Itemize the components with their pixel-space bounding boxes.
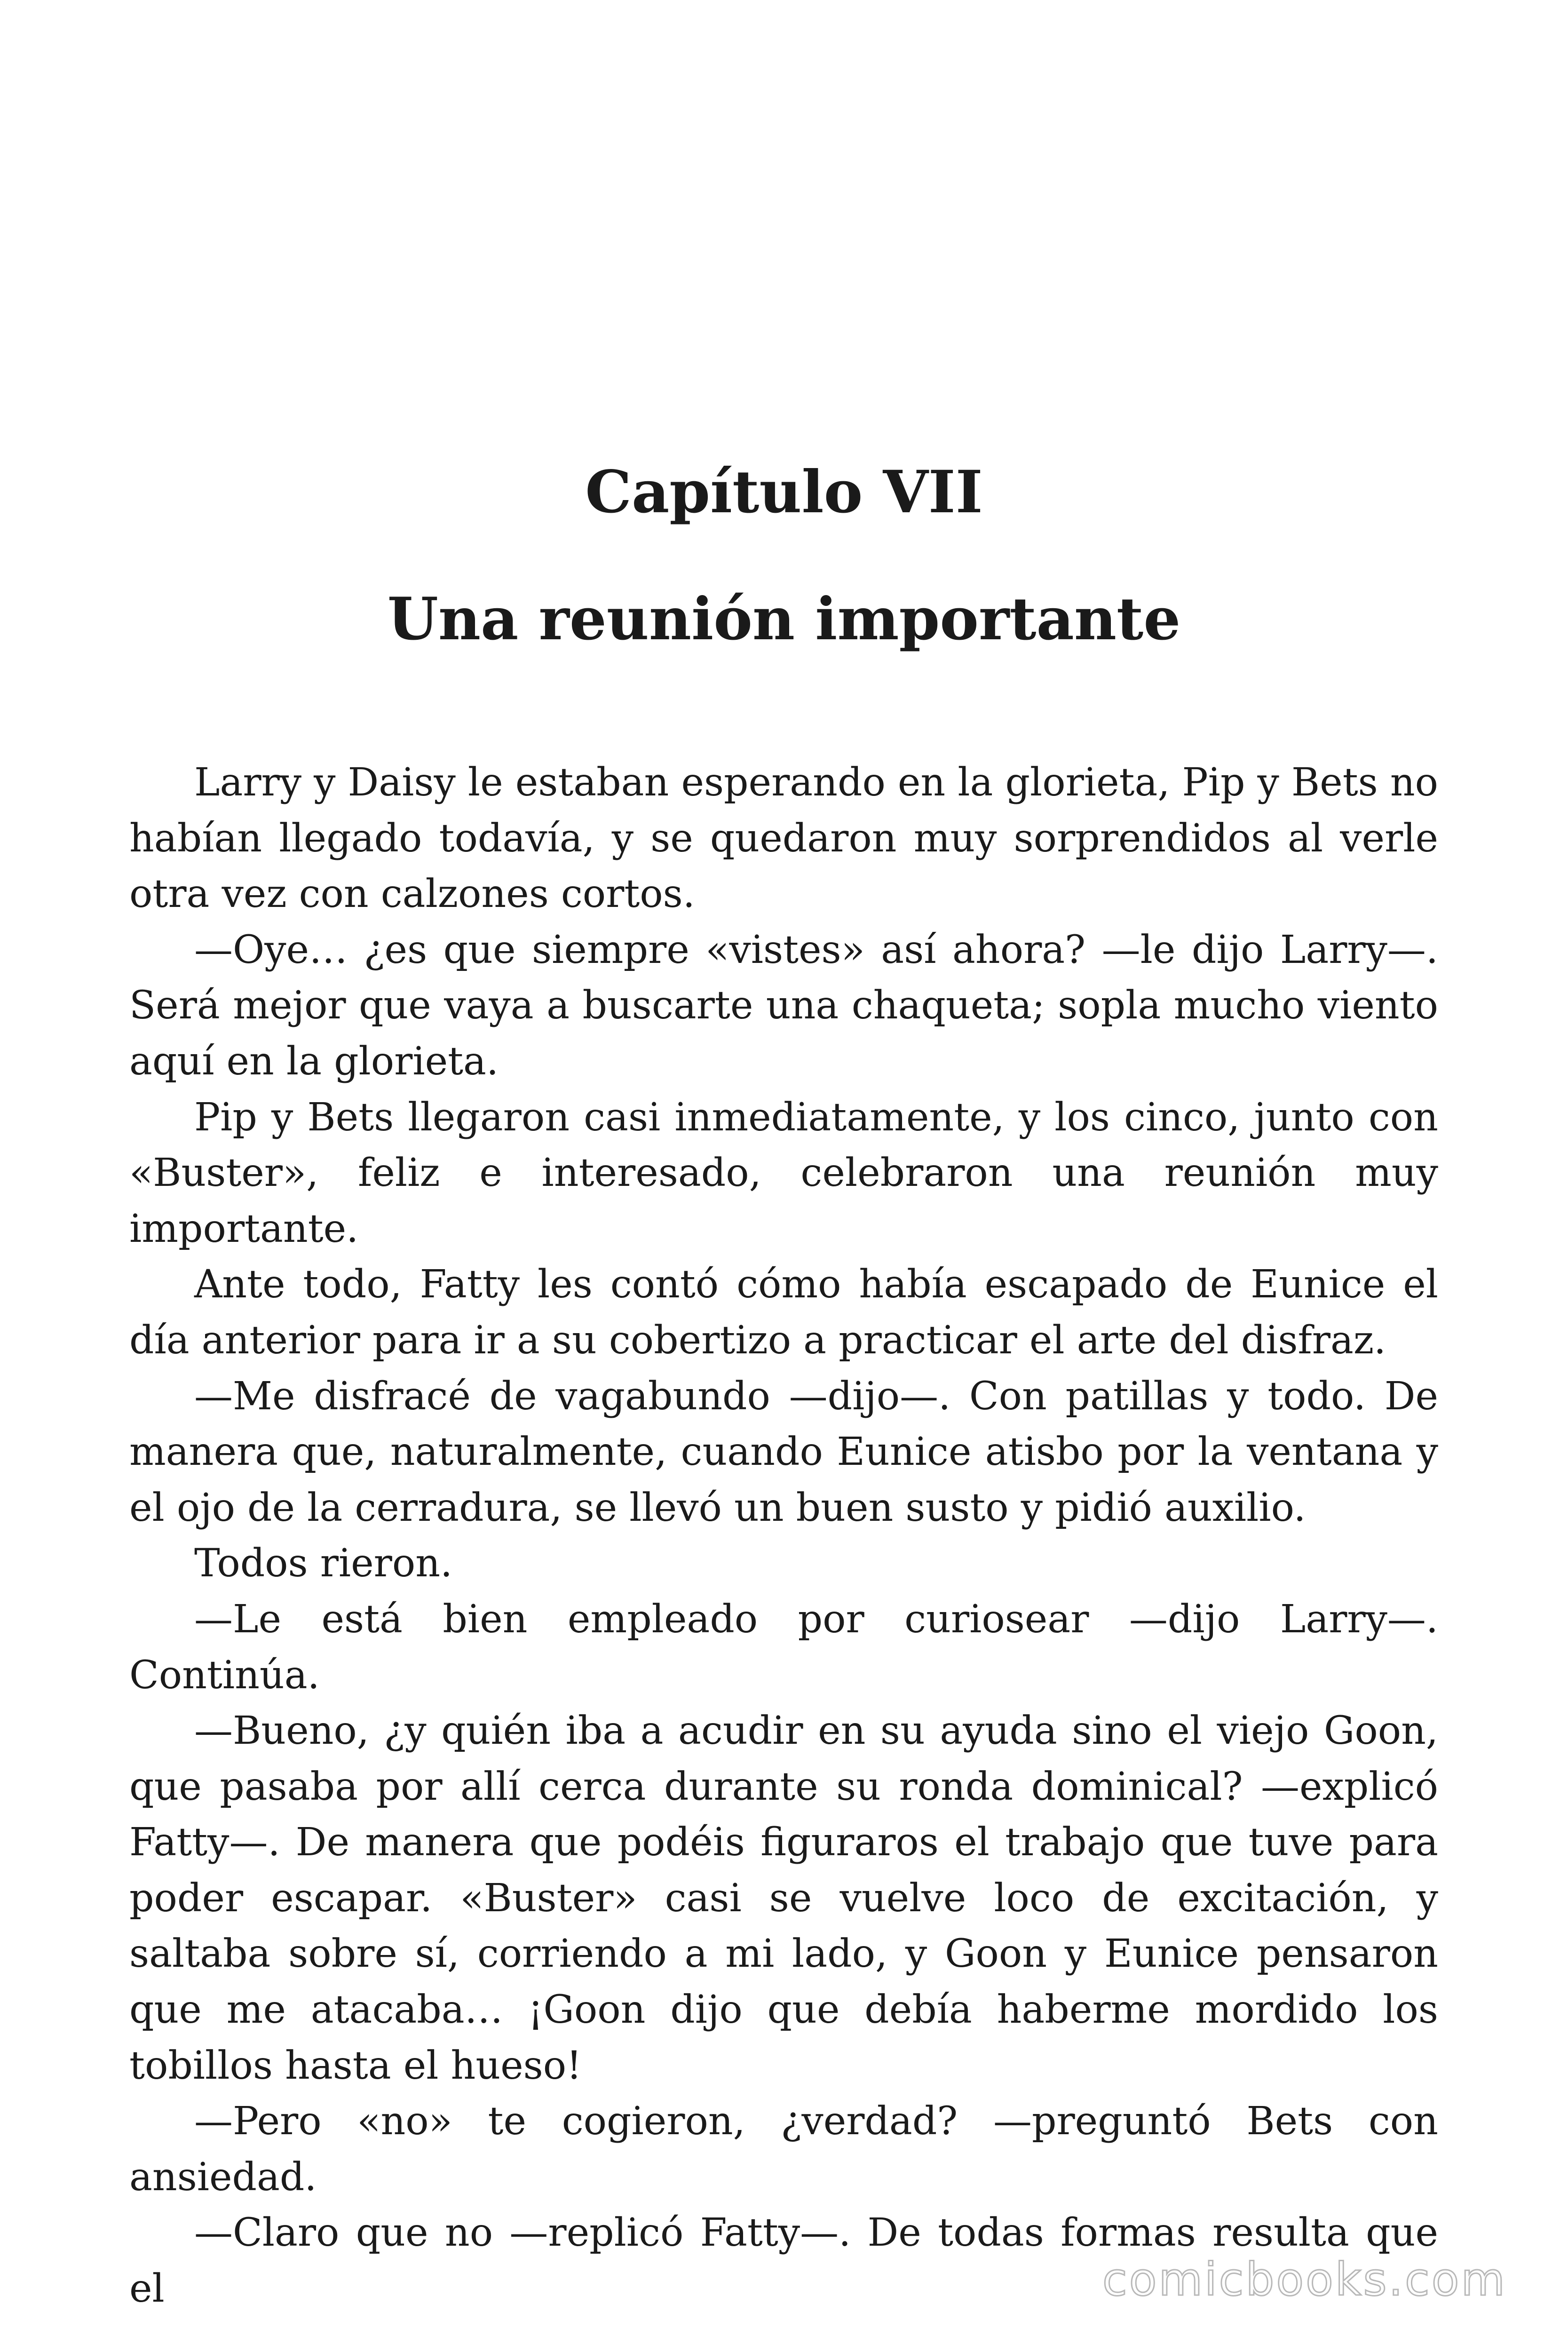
paragraph: —Oye… ¿es que siempre «vistes» así ahora? —le dijo Larry—. Será mejor que vaya a buscarte una chaqueta; sopla mucho viento aquí en la glorieta.	[129, 927, 1438, 1084]
paragraph: Ante todo, Fatty les contó cómo había escapado de Eunice el día anterior para ir a su cobertizo a practicar el arte del disfraz.	[129, 1262, 1438, 1363]
paragraph: —Le está bien empleado por curiosear —dijo Larry—. Continúa.	[129, 1597, 1438, 1698]
chapter-title: Una reunión importante	[387, 585, 1181, 653]
paragraph-last: —Claro que no —replicó Fatty—. De todas formas resulta que el	[129, 2210, 1438, 2312]
paragraph: —Pero «no» te cogieron, ¿verdad? —preguntó Bets con ansiedad.	[129, 2099, 1438, 2200]
paragraph: Larry y Daisy le estaban esperando en la glorieta, Pip y Bets no habían llegado todavía, y se quedaron muy sorprendidos al verle otra vez con calzones cortos.	[129, 760, 1438, 917]
paragraph: —Bueno, ¿y quién iba a acudir en su ayuda sino el viejo Goon, que pasaba por allí cerca durante su ronda dominical? —explicó Fatty—. De manera que podéis figuraros el trabajo que tuve para poder escapar. «Buster» casi se vuelve loco de excitación, y saltaba sobre sí, corriendo a mi lado, y Goon y Eunice pensaron que me atacaba… ¡Goon dijo que debía haberme mordido los tobillos hasta el hueso!	[129, 1708, 1438, 2088]
body-text	[129, 755, 1438, 2317]
paragraph: Todos rieron.	[194, 1541, 453, 1586]
watermark: comicbooks.com	[1102, 2253, 1507, 2306]
paragraph: Pip y Bets llegaron casi inmediatamente, y los cinco, junto con «Buster», feliz e interesado, celebraron una reunión muy importante.	[129, 1095, 1438, 1251]
paragraph: —Me disfracé de vagabundo —dijo—. Con patillas y todo. De manera que, naturalmente, cuando Eunice atisbo por la ventana y el ojo de la cerradura, se llevó un buen susto y pidió auxilio.	[129, 1374, 1438, 1530]
chapter-number: Capítulo VII	[585, 458, 983, 526]
